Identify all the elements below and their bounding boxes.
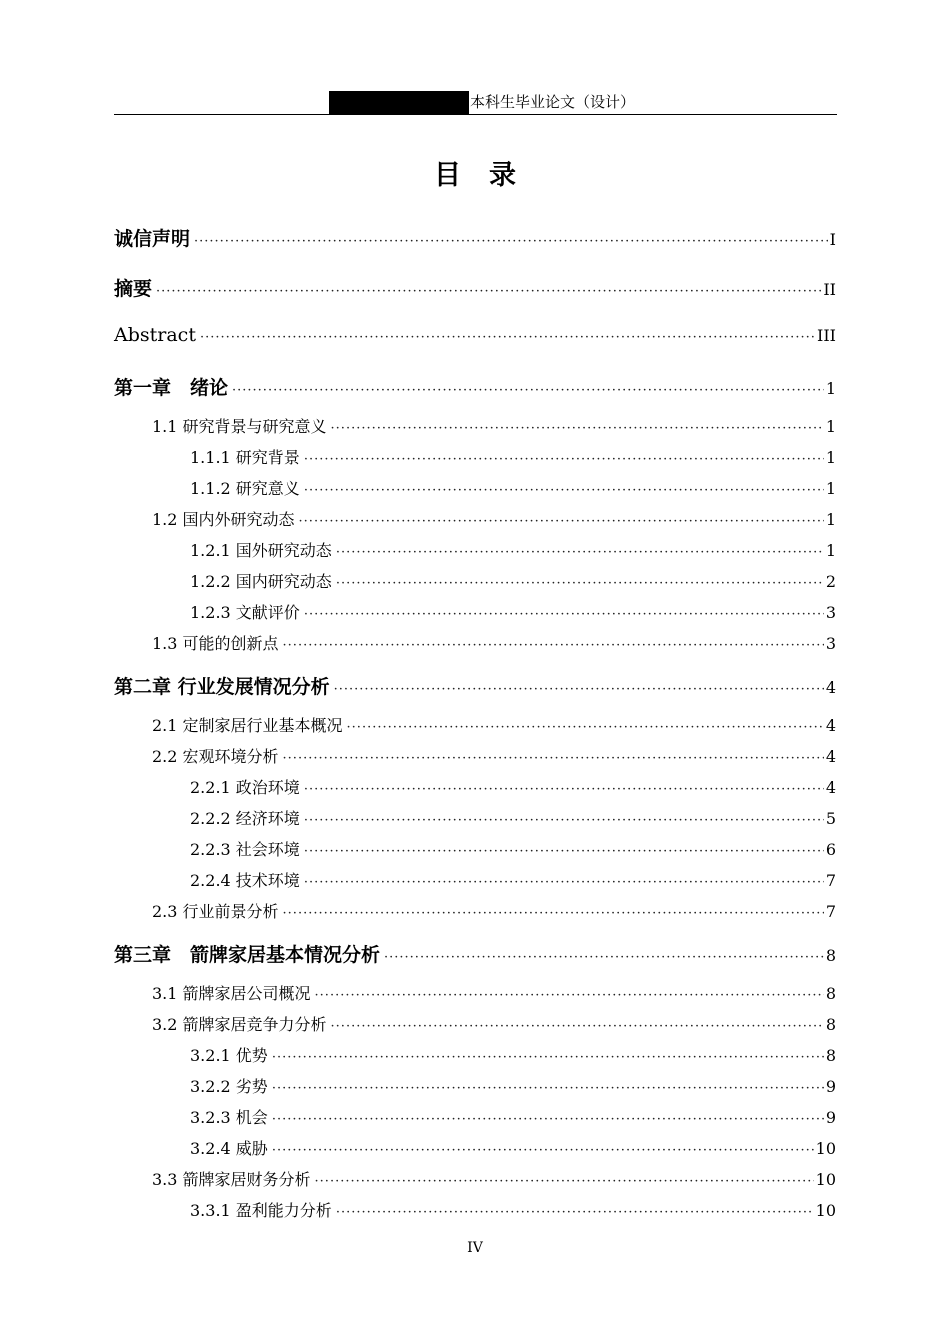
toc-leader-dots xyxy=(384,950,824,965)
toc-entry[interactable] xyxy=(152,507,836,530)
toc-entry-label: 2.1 定制家居行业基本概况 xyxy=(152,716,343,735)
toc-entry-label: 1.2 国内外研究动态 xyxy=(152,510,295,529)
toc-entry-page: II xyxy=(823,280,836,299)
toc-entry-page: 8 xyxy=(825,984,836,1003)
toc-entry[interactable] xyxy=(152,1012,836,1035)
toc-entry[interactable] xyxy=(152,899,836,922)
toc-leader-dots xyxy=(156,284,821,299)
toc-entry-label: 第一章 绪论 xyxy=(114,377,229,399)
toc-entry-label: 摘要 xyxy=(114,278,153,300)
toc-entry-label: 1.1 研究背景与研究意义 xyxy=(152,417,327,436)
toc-entry-page: 6 xyxy=(825,840,836,859)
toc-entry-label: 3.2.1 优势 xyxy=(190,1046,268,1065)
toc-leader-dots xyxy=(347,720,824,735)
toc-entry-page: 8 xyxy=(825,1046,836,1065)
toc-entry[interactable] xyxy=(190,538,836,561)
header-text: 本科生毕业论文（设计） xyxy=(470,93,636,111)
toc-leader-dots xyxy=(304,813,824,828)
toc-entry-page: 2 xyxy=(825,572,836,591)
toc-entry-label: 2.2.2 经济环境 xyxy=(190,809,300,828)
toc-entry-label: 1.1.1 研究背景 xyxy=(190,448,300,467)
toc-leader-dots xyxy=(315,988,824,1003)
toc-entry-label: 1.1.2 研究意义 xyxy=(190,479,300,498)
toc-entry-label: 3.2.4 威胁 xyxy=(190,1139,268,1158)
toc-leader-dots xyxy=(272,1143,814,1158)
toc-leader-dots xyxy=(336,545,824,560)
toc-leader-dots xyxy=(200,330,815,345)
toc-leader-dots xyxy=(315,1174,814,1189)
toc-entry[interactable] xyxy=(190,806,836,829)
toc-entry-label: 诚信声明 xyxy=(114,228,191,250)
toc-entry-page: 4 xyxy=(825,778,836,797)
toc-entry-label: 3.2 箭牌家居竞争力分析 xyxy=(152,1015,327,1034)
toc-entry-page: 8 xyxy=(825,946,836,965)
toc-leader-dots xyxy=(336,576,824,591)
toc-entry-page: 4 xyxy=(825,678,836,697)
toc-entry[interactable] xyxy=(190,837,836,860)
toc-entry-page: 10 xyxy=(815,1170,836,1189)
toc-entry[interactable] xyxy=(190,1198,836,1221)
toc-entry-label: 3.2.3 机会 xyxy=(190,1108,268,1127)
toc-leader-dots xyxy=(334,682,824,697)
toc-leader-dots xyxy=(331,1019,824,1034)
toc-entry[interactable] xyxy=(190,868,836,891)
toc-entry-label: 2.3 行业前景分析 xyxy=(152,902,279,921)
toc-leader-dots xyxy=(304,844,824,859)
toc-leader-dots xyxy=(336,1205,814,1220)
toc-leader-dots xyxy=(283,906,824,921)
toc-leader-dots xyxy=(283,751,824,766)
toc-entry[interactable] xyxy=(152,713,836,736)
toc-leader-dots xyxy=(304,452,824,467)
toc-entry[interactable] xyxy=(114,274,836,301)
toc-entry[interactable] xyxy=(190,476,836,499)
toc-entry-page: 1 xyxy=(825,479,836,498)
toc-entry-label: Abstract xyxy=(114,324,196,346)
toc-entry[interactable] xyxy=(190,600,836,623)
toc-entry[interactable] xyxy=(190,1136,836,1159)
toc-entry-label: 2.2.4 技术环境 xyxy=(190,871,300,890)
toc-entry-label: 2.2 宏观环境分析 xyxy=(152,747,279,766)
toc-entry-label: 第二章 行业发展情况分析 xyxy=(114,676,330,698)
toc-leader-dots xyxy=(272,1112,824,1127)
toc-entry-label: 1.3 可能的创新点 xyxy=(152,634,279,653)
toc-entry-page: 8 xyxy=(825,1015,836,1034)
toc-entry-page: 10 xyxy=(815,1139,836,1158)
toc-entry-page: 4 xyxy=(825,716,836,735)
toc-leader-dots xyxy=(194,234,828,249)
toc-leader-dots xyxy=(331,421,824,436)
toc-entry-label: 3.1 箭牌家居公司概况 xyxy=(152,984,311,1003)
toc-entry[interactable] xyxy=(152,981,836,1004)
toc-entry-page: 7 xyxy=(825,902,836,921)
toc-entry[interactable] xyxy=(152,1167,836,1190)
toc-leader-dots xyxy=(232,383,824,398)
toc-entry-page: 5 xyxy=(825,809,836,828)
toc-entry-label: 第三章 箭牌家居基本情况分析 xyxy=(114,944,381,966)
toc-leader-dots xyxy=(304,483,824,498)
toc-entry-page: 1 xyxy=(825,417,836,436)
toc-entry-page: I xyxy=(829,230,836,249)
toc-entry-page: 9 xyxy=(825,1077,836,1096)
toc-entry-label: 3.2.2 劣势 xyxy=(190,1077,268,1096)
toc-entry[interactable] xyxy=(152,631,836,654)
toc-entry-page: 1 xyxy=(825,448,836,467)
toc-entry[interactable] xyxy=(114,324,836,346)
toc-entry[interactable] xyxy=(114,940,836,967)
toc-entry-page: 3 xyxy=(825,603,836,622)
toc-leader-dots xyxy=(304,607,824,622)
toc-entry[interactable] xyxy=(114,672,836,699)
toc-entry[interactable] xyxy=(190,775,836,798)
toc-leader-dots xyxy=(283,638,824,653)
toc-entry-label: 1.2.3 文献评价 xyxy=(190,603,300,622)
toc-entry-page: 10 xyxy=(815,1201,836,1220)
toc-entry-page: 1 xyxy=(825,510,836,529)
toc-entry-page: 4 xyxy=(825,747,836,766)
toc-entry[interactable] xyxy=(190,1043,836,1066)
toc-entry[interactable] xyxy=(152,414,836,437)
toc-entry-label: 3.3.1 盈利能力分析 xyxy=(190,1201,332,1220)
page-number: IV xyxy=(467,1240,483,1256)
toc-entry-page: 1 xyxy=(825,379,836,398)
page-title: 目录 xyxy=(434,160,544,191)
toc-entry-page: III xyxy=(817,326,836,345)
toc-entry[interactable] xyxy=(190,445,836,468)
toc-entry-label: 1.2.2 国内研究动态 xyxy=(190,572,332,591)
toc-entry[interactable] xyxy=(114,373,836,400)
toc-entry-page: 9 xyxy=(825,1108,836,1127)
toc-entry-label: 3.3 箭牌家居财务分析 xyxy=(152,1170,311,1189)
toc-entry-page: 7 xyxy=(825,871,836,890)
toc-leader-dots xyxy=(299,514,824,529)
toc-entry[interactable] xyxy=(190,1074,836,1097)
toc-entry-label: 2.2.3 社会环境 xyxy=(190,840,300,859)
toc-entry[interactable] xyxy=(114,224,836,251)
toc-entry-page: 1 xyxy=(825,541,836,560)
toc-entry-page: 3 xyxy=(825,634,836,653)
toc-leader-dots xyxy=(272,1081,824,1096)
toc-entry[interactable] xyxy=(152,744,836,767)
toc-entry[interactable] xyxy=(190,569,836,592)
toc-leader-dots xyxy=(304,875,824,890)
toc-entry-label: 2.2.1 政治环境 xyxy=(190,778,300,797)
toc-entry-label: 1.2.1 国外研究动态 xyxy=(190,541,332,560)
toc-entry[interactable] xyxy=(190,1105,836,1128)
toc-leader-dots xyxy=(304,782,824,797)
toc-leader-dots xyxy=(272,1050,824,1065)
